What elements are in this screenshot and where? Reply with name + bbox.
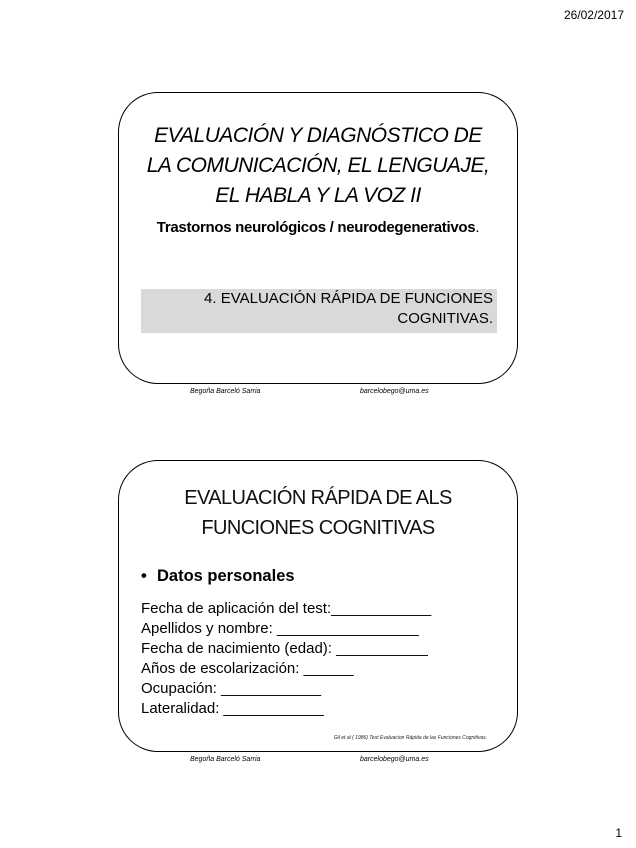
form-field: Lateralidad: ____________	[141, 700, 324, 717]
bullet-text: Datos personales	[157, 567, 295, 585]
slide-personal-data	[118, 460, 518, 752]
title-line: EL HABLA Y LA VOZ II	[215, 184, 421, 207]
subtitle-text: Trastornos neurológicos / neurodegenerativos	[156, 219, 476, 236]
section-line: 4. EVALUACIÓN RÁPIDA DE FUNCIONES	[204, 290, 493, 307]
footer-email: barcelobego@uma.es	[360, 388, 429, 395]
heading-line: EVALUACIÓN RÁPIDA DE ALS	[184, 487, 452, 509]
section-box	[141, 289, 497, 333]
page-number: 1	[615, 826, 622, 840]
title-line: EVALUACIÓN Y DIAGNÓSTICO DE	[154, 124, 482, 147]
form-field: Apellidos y nombre: _________________	[141, 620, 419, 637]
heading-line: FUNCIONES COGNITIVAS	[201, 517, 435, 539]
slide-heading	[119, 483, 517, 543]
title-line: LA COMUNICACIÓN, EL LENGUAJE,	[146, 154, 490, 177]
citation: Gil et al ( 1986) Test Evaluacion Rápida de las Funciones Cognitivas.	[333, 735, 487, 741]
form-field: Años de escolarización: ______	[141, 660, 354, 677]
section-line: COGNITIVAS.	[397, 310, 493, 327]
form-field: Ocupación: ____________	[141, 680, 322, 697]
footer-email: barcelobego@uma.es	[360, 756, 429, 763]
form-fields	[141, 599, 431, 719]
footer-author: Begoña Barceló Sarria	[190, 756, 261, 763]
footer-author: Begoña Barceló Sarria	[190, 388, 261, 395]
slide-subtitle	[119, 219, 517, 236]
bullet-item	[141, 567, 295, 586]
form-field: Fecha de nacimiento (edad): ___________	[141, 640, 428, 657]
subtitle-period: .	[475, 219, 480, 236]
slide-title	[118, 92, 518, 384]
page-date: 26/02/2017	[563, 8, 624, 22]
bullet-icon: •	[141, 567, 147, 585]
form-field: Fecha de aplicación del test:____________	[141, 600, 432, 617]
slide-title-heading	[129, 121, 507, 211]
